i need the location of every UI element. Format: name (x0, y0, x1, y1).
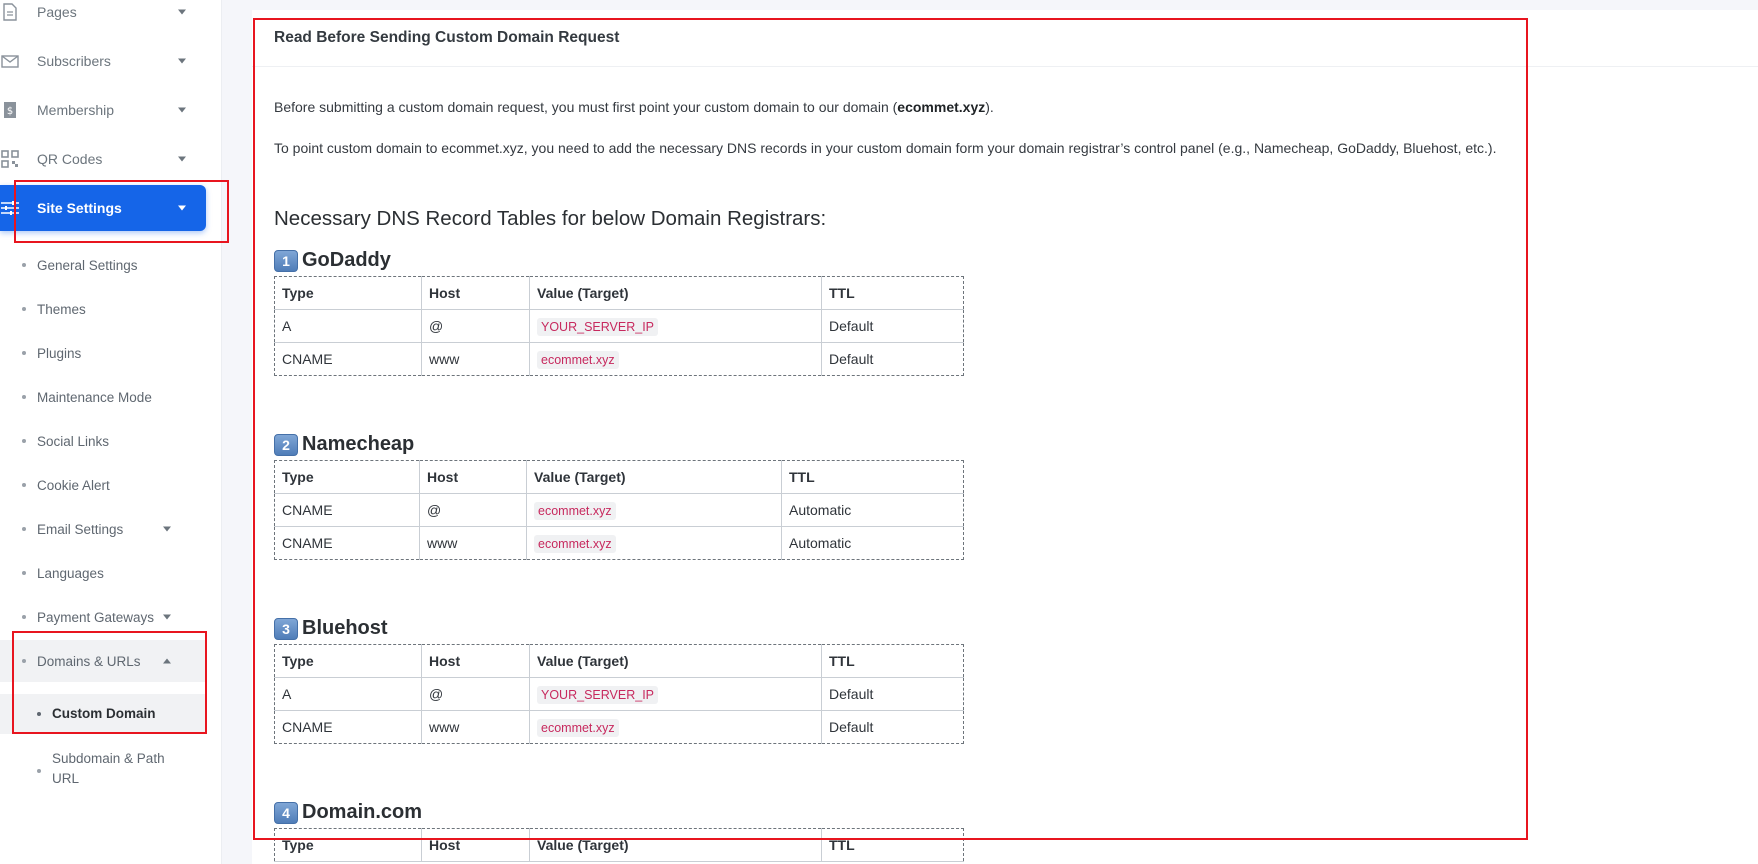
sidebar-subitem-label: Maintenance Mode (37, 389, 152, 405)
value-code: ecommet.xyz (537, 351, 619, 369)
card-title: Read Before Sending Custom Domain Request (252, 10, 1758, 67)
intro-text-after: ). (985, 99, 994, 115)
sidebar-subitem-label: Languages (37, 565, 104, 581)
column-header: TTL (822, 645, 964, 678)
table-cell: @ (420, 494, 527, 527)
table-cell: @ (422, 310, 530, 343)
sidebar-item-membership[interactable] (0, 87, 206, 133)
sidebar-subitem-label: Payment Gateways (37, 609, 155, 625)
column-header: Host (422, 645, 530, 678)
table-row (275, 711, 964, 744)
column-header: Host (420, 461, 527, 494)
column-header: TTL (782, 461, 964, 494)
table-header-row (275, 461, 964, 494)
table-cell (530, 343, 822, 376)
file-icon (0, 2, 20, 22)
table-cell (530, 310, 822, 343)
sidebar-item-site-settings[interactable] (0, 185, 206, 231)
bullet-icon (22, 527, 26, 531)
table-cell: Automatic (782, 494, 964, 527)
value-code: YOUR_SERVER_IP (537, 318, 658, 336)
column-header: Value (Target) (527, 461, 782, 494)
table-row (275, 527, 964, 560)
column-header: Type (275, 645, 422, 678)
chevron-down-icon (163, 527, 171, 532)
registrar-name: Bluehost (302, 617, 388, 639)
sidebar-subitem-label: Social Links (37, 433, 110, 449)
column-header: Type (275, 461, 420, 494)
bullet-icon (22, 483, 26, 487)
sidebar-subitem-domains-urls[interactable] (0, 640, 206, 682)
bullet-icon (22, 395, 26, 399)
table-cell: Default (822, 711, 964, 744)
table-cell: www (422, 711, 530, 744)
sidebar-subitem-themes[interactable] (0, 294, 206, 324)
table-cell: Default (822, 678, 964, 711)
section-title: Necessary DNS Record Tables for below Domain Registrars: (274, 207, 827, 230)
dns-instructions-paragraph: To point custom domain to ecommet.xyz, you need to add the necessary DNS records in your custom domain form your domain registrar’s control panel (e.g., Namecheap, GoDaddy, Bluehost, etc.). (274, 140, 1497, 156)
table-cell: CNAME (275, 527, 420, 560)
svg-text:$: $ (6, 106, 14, 117)
table-cell: www (422, 343, 530, 376)
sidebar-subitem-maintenance-mode[interactable] (0, 382, 206, 412)
chevron-down-icon (178, 59, 186, 64)
main-content (222, 0, 1758, 864)
table-cell: CNAME (275, 494, 420, 527)
sidebar-subsubitem-subdomain-path-url[interactable] (0, 749, 206, 791)
sidebar (0, 0, 222, 864)
bullet-icon (22, 659, 26, 663)
column-header: Value (Target) (530, 645, 822, 678)
intro-text-before: Before submitting a custom domain request, you must first point your custom domain to our domain ( (274, 99, 898, 115)
number-1-icon: 1 (274, 250, 298, 272)
registrar-title-godaddy (274, 249, 391, 272)
invoice-icon (0, 100, 20, 120)
sidebar-subitem-languages[interactable] (0, 558, 206, 588)
value-code: ecommet.xyz (534, 535, 616, 553)
sidebar-item-label: Site Settings (37, 200, 122, 216)
instructions-card (252, 10, 1758, 864)
table-header-row (275, 829, 964, 862)
intro-paragraph (274, 99, 994, 115)
value-code: ecommet.xyz (537, 719, 619, 737)
table-cell: @ (422, 678, 530, 711)
table-row (275, 678, 964, 711)
chevron-down-icon (178, 10, 186, 15)
chevron-down-icon (178, 206, 186, 211)
chevron-down-icon (178, 108, 186, 113)
sidebar-subitem-cookie-alert[interactable] (0, 470, 206, 500)
sidebar-subitem-label: Email Settings (37, 521, 124, 537)
bullet-icon (22, 615, 26, 619)
intro-domain-bold: ecommet.xyz (897, 99, 986, 115)
sidebar-subitem-plugins[interactable] (0, 338, 206, 368)
column-header: Value (Target) (530, 277, 822, 310)
sidebar-subitem-social-links[interactable] (0, 426, 206, 456)
sidebar-subitem-label: Themes (37, 301, 86, 317)
registrar-name: Namecheap (302, 433, 415, 455)
table-cell: CNAME (275, 711, 422, 744)
table-cell (527, 494, 782, 527)
bullet-icon (37, 712, 41, 716)
column-header: TTL (822, 829, 964, 862)
bullet-icon (22, 263, 26, 267)
table-cell: Default (822, 343, 964, 376)
mail-icon (0, 51, 20, 71)
column-header: Host (422, 277, 530, 310)
number-2-icon: 2 (274, 434, 298, 456)
table-cell: CNAME (275, 343, 422, 376)
value-code: ecommet.xyz (534, 502, 616, 520)
table-cell: A (275, 678, 422, 711)
sidebar-item-label: Membership (37, 102, 115, 118)
dns-table-bluehost (274, 644, 964, 744)
table-cell: www (420, 527, 527, 560)
value-code: YOUR_SERVER_IP (537, 686, 658, 704)
sidebar-item-subscribers[interactable] (0, 38, 206, 84)
number-4-icon: 4 (274, 802, 298, 824)
table-row (275, 494, 964, 527)
sidebar-subitem-label: Plugins (37, 345, 82, 361)
qrcode-icon (0, 149, 20, 169)
bullet-icon (22, 571, 26, 575)
sidebar-subitem-email-settings[interactable] (0, 514, 206, 544)
table-cell: Default (822, 310, 964, 343)
sidebar-subitem-label: General Settings (37, 257, 138, 273)
bullet-icon (22, 439, 26, 443)
sliders-icon (0, 198, 20, 218)
sidebar-item-qr-codes[interactable] (0, 136, 206, 182)
column-header: TTL (822, 277, 964, 310)
registrar-title-bluehost (274, 617, 388, 640)
table-cell: A (275, 310, 422, 343)
sidebar-item-label: Subscribers (37, 53, 111, 69)
chevron-up-icon (163, 659, 171, 664)
dns-table-namecheap (274, 460, 964, 560)
column-header: Type (275, 829, 422, 862)
chevron-down-icon (163, 615, 171, 620)
sidebar-subitem-label: Domains & URLs (37, 653, 141, 669)
registrar-title-domain-com (274, 801, 422, 824)
sidebar-item-label: Pages (37, 4, 77, 20)
sidebar-subitem-label: Cookie Alert (37, 477, 110, 493)
table-row (275, 310, 964, 343)
registrar-name: GoDaddy (302, 249, 391, 271)
sidebar-item-pages[interactable] (0, 0, 206, 35)
dns-table-domain-com (274, 828, 964, 862)
registrar-title-namecheap (274, 433, 414, 456)
table-header-row (275, 277, 964, 310)
table-cell (530, 678, 822, 711)
bullet-icon (22, 307, 26, 311)
table-row (275, 343, 964, 376)
table-cell (530, 711, 822, 744)
dns-table-godaddy (274, 276, 964, 376)
sidebar-subsubitem-label: Custom Domain (52, 706, 156, 721)
bullet-icon (37, 769, 41, 773)
chevron-down-icon (178, 157, 186, 162)
table-header-row (275, 645, 964, 678)
bullet-icon (22, 351, 26, 355)
sidebar-subsubitem-label: Subdomain & Path URL (52, 751, 165, 786)
column-header: Type (275, 277, 422, 310)
number-3-icon: 3 (274, 618, 298, 640)
column-header: Value (Target) (530, 829, 822, 862)
sidebar-subitem-payment-gateways[interactable] (0, 602, 206, 632)
sidebar-item-label: QR Codes (37, 151, 103, 167)
column-header: Host (422, 829, 530, 862)
table-cell (527, 527, 782, 560)
table-cell: Automatic (782, 527, 964, 560)
sidebar-subsubitem-custom-domain[interactable] (0, 694, 206, 734)
sidebar-subitem-general-settings[interactable] (0, 250, 206, 280)
registrar-name: Domain.com (302, 801, 423, 823)
